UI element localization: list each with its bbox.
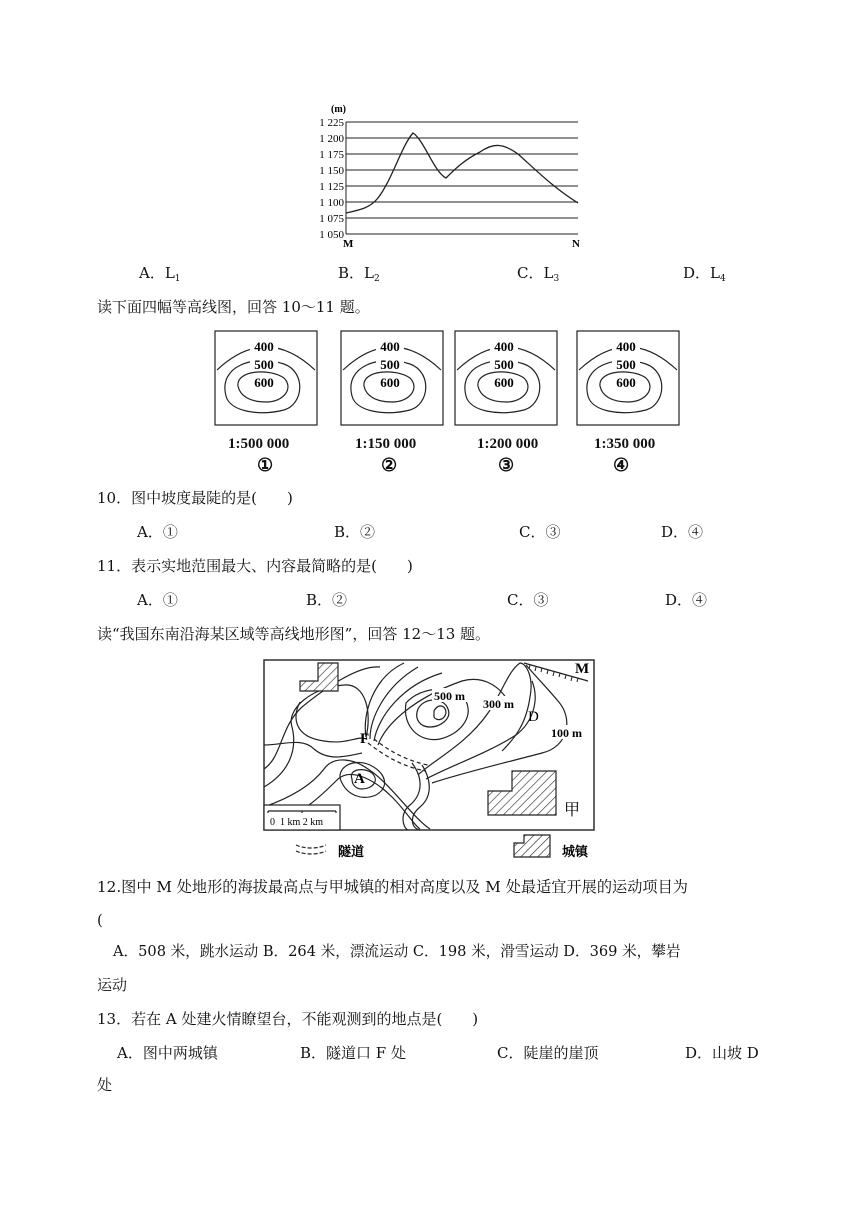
q12-options-wrap: 运动: [97, 976, 128, 994]
q11-option-b[interactable]: B．②: [306, 591, 348, 609]
contour-label: 500: [380, 357, 400, 372]
label-A: A: [354, 771, 365, 787]
option-sub: 4: [720, 274, 726, 284]
contour-label: 600: [616, 375, 636, 390]
scale-bar: 0 1 km 2 km: [270, 817, 324, 828]
contour-label: 400: [494, 339, 514, 354]
contour-label: 400: [616, 339, 636, 354]
q11-option-c[interactable]: C．③: [507, 591, 549, 609]
contour-label: 500: [494, 357, 514, 372]
q13-option-b[interactable]: B．隧道口 F 处: [300, 1044, 406, 1062]
profile-curve: [346, 133, 578, 213]
contour-label: 500: [254, 357, 274, 372]
label-100m: 100 m: [551, 726, 582, 740]
q13-option-a[interactable]: A．图中两城镇: [117, 1044, 218, 1062]
label-jia: 甲: [564, 802, 581, 819]
profile-unit: (m): [331, 104, 346, 115]
profile-start-label: M: [343, 238, 354, 250]
q10-option-c[interactable]: C．③: [519, 523, 561, 541]
q9-option-a[interactable]: [139, 263, 181, 289]
map-1-number: ①: [257, 455, 274, 476]
label-D: D: [528, 709, 539, 725]
terrain-profile-chart: [300, 100, 600, 250]
q13-option-c[interactable]: C．陡崖的崖顶: [497, 1044, 599, 1062]
contour-label: 600: [254, 375, 274, 390]
profile-tick: 1 225: [319, 117, 344, 129]
map-2-number: ②: [381, 455, 398, 476]
topographic-map: [262, 657, 598, 865]
map-3-scale: 1:200 000: [477, 436, 539, 452]
map-1-scale: 1:500 000: [228, 436, 290, 452]
q9-option-c[interactable]: [517, 263, 559, 289]
q10-option-d[interactable]: D．④: [661, 523, 704, 541]
profile-tick: 1 200: [319, 133, 344, 145]
label-300m: 300 m: [483, 697, 514, 711]
map-3-number: ③: [498, 455, 515, 476]
q12-options[interactable]: A．508 米，跳水运动 B．264 米，漂流运动 C．198 米，滑雪运动 D．369 米，攀岩: [113, 943, 681, 960]
q10-option-b[interactable]: B．②: [334, 523, 376, 541]
option-text: A．L: [139, 264, 175, 282]
contour-map-1: [214, 330, 318, 426]
q13-option-d-wrap: 处: [97, 1076, 113, 1094]
profile-tick: 1 150: [319, 165, 344, 177]
intro-12-13: 读“我国东南沿海某区域等高线地形图”，回答 12～13 题。: [97, 625, 491, 643]
profile-tick: 1 050: [319, 229, 344, 241]
contour-label: 500: [616, 357, 636, 372]
legend-town-icon: [514, 835, 550, 857]
intro-10-11: 读下面四幅等高线图，回答 10～11 题。: [97, 298, 370, 316]
q12-stem-paren: (: [97, 911, 103, 929]
legend-tunnel: 隧道: [338, 844, 365, 859]
label-500m: 500 m: [434, 689, 465, 703]
map-2-scale: 1:150 000: [355, 436, 417, 452]
option-sub: 1: [174, 274, 181, 284]
q10-option-a[interactable]: A．①: [137, 523, 178, 541]
contour-label: 600: [494, 375, 514, 390]
option-sub: 2: [373, 274, 380, 284]
q13-stem: 13．若在 A 处建火情瞭望台，不能观测到的地点是( ): [97, 1010, 479, 1028]
profile-tick: 1 125: [319, 181, 344, 193]
q9-option-b[interactable]: [338, 263, 380, 289]
contour-map-4: [576, 330, 680, 426]
option-text: C．L: [517, 264, 554, 282]
label-M: M: [575, 661, 590, 677]
label-F: F: [360, 731, 370, 747]
profile-tick: 1 075: [319, 213, 344, 225]
option-text: B．L: [338, 264, 374, 282]
map-4-scale: 1:350 000: [594, 436, 656, 452]
q10-stem: 10．图中坡度最陡的是( ): [97, 489, 293, 507]
q11-stem: 11．表示实地范围最大、内容最简略的是( ): [97, 557, 413, 575]
map-4-number: ④: [613, 455, 630, 476]
profile-tick: 1 100: [319, 197, 344, 209]
contour-label: 400: [254, 339, 274, 354]
contour-map-3: [454, 330, 558, 426]
q13-option-d[interactable]: D．山坡 D: [685, 1044, 759, 1062]
profile-gridlines: [346, 122, 578, 234]
q9-option-d[interactable]: [683, 263, 726, 289]
option-text: D．L: [683, 264, 720, 282]
option-sub: 3: [553, 274, 560, 284]
profile-y-ticks: [319, 117, 344, 241]
contour-label: 600: [380, 375, 400, 390]
contour-label: 400: [380, 339, 400, 354]
contour-map-2: [340, 330, 444, 426]
legend-town: 城镇: [562, 844, 589, 859]
profile-tick: 1 175: [319, 149, 344, 161]
q11-option-a[interactable]: A．①: [137, 591, 178, 609]
q11-option-d[interactable]: D．④: [665, 591, 708, 609]
profile-end-label: N: [572, 238, 580, 250]
q12-stem: 12.图中 M 处地形的海拔最高点与甲城镇的相对高度以及 M 处最适宜开展的运动项目为: [97, 878, 688, 896]
